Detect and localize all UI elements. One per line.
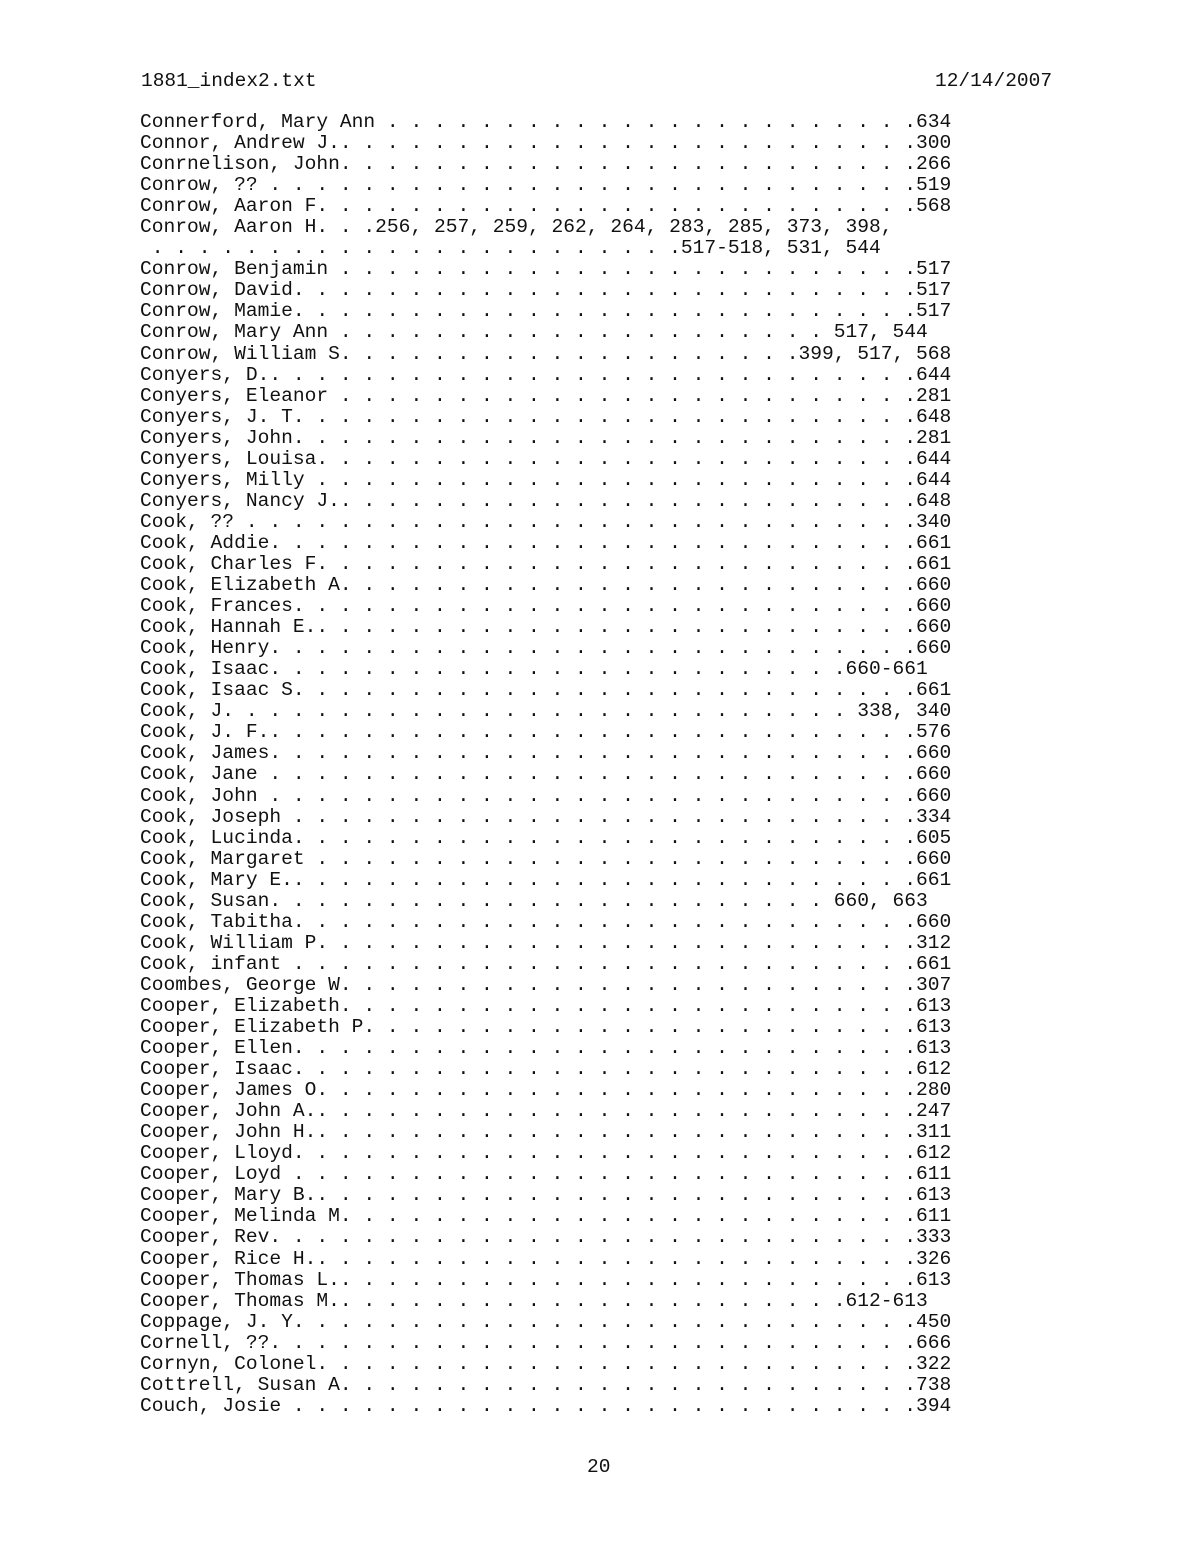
index-entry: Coombes, George W. . . . . . . . . . . . . . . . . . . . . . . . .307 — [140, 973, 952, 996]
index-entry: Cooper, Melinda M. . . . . . . . . . . . . . . . . . . . . . . . .611 — [140, 1205, 952, 1228]
index-entry: Cooper, James O. . . . . . . . . . . . . . . . . . . . . . . . . .280 — [140, 1079, 952, 1102]
index-entry: Cooper, John H.. . . . . . . . . . . . . . . . . . . . . . . . . .311 — [140, 1121, 952, 1144]
index-entry: Conyers, Milly . . . . . . . . . . . . . . . . . . . . . . . . . .644 — [140, 468, 952, 491]
index-entry: Conrow, Mary Ann . . . . . . . . . . . . . . . . . . . . . 517, 544 — [140, 321, 928, 344]
index-entry: Coppage, J. Y. . . . . . . . . . . . . . . . . . . . . . . . . . .450 — [140, 1310, 952, 1333]
index-entry: Cooper, Loyd . . . . . . . . . . . . . . . . . . . . . . . . . . .611 — [140, 1163, 952, 1186]
index-entry: Cook, Frances. . . . . . . . . . . . . . . . . . . . . . . . . . .660 — [140, 595, 952, 618]
index-entry: Conyers, John. . . . . . . . . . . . . . . . . . . . . . . . . . .281 — [140, 426, 952, 449]
index-entry: Cooper, Thomas L.. . . . . . . . . . . . . . . . . . . . . . . . .613 — [140, 1268, 952, 1291]
index-entry: Cook, Elizabeth A. . . . . . . . . . . . . . . . . . . . . . . . .660 — [140, 574, 952, 597]
index-entry: Connor, Andrew J.. . . . . . . . . . . . . . . . . . . . . . . . .300 — [140, 132, 952, 155]
index-entry: Couch, Josie . . . . . . . . . . . . . . . . . . . . . . . . . . .394 — [140, 1394, 952, 1417]
index-entry: Conyers, D.. . . . . . . . . . . . . . . . . . . . . . . . . . . .644 — [140, 363, 952, 386]
index-entry: Cook, infant . . . . . . . . . . . . . . . . . . . . . . . . . . .661 — [140, 952, 952, 975]
index-entry: Cook, William P. . . . . . . . . . . . . . . . . . . . . . . . . .312 — [140, 931, 952, 954]
print-date: 12/14/2007 — [935, 70, 1053, 92]
index-entry: Cook, Isaac S. . . . . . . . . . . . . . . . . . . . . . . . . . .661 — [140, 679, 952, 702]
index-entry: Conrow, Aaron H. . .256, 257, 259, 262, 264, 283, 285, 373, 398, — [140, 216, 893, 239]
index-entry: Cook, Susan. . . . . . . . . . . . . . . . . . . . . . . . 660, 663 — [140, 889, 928, 912]
index-entry: Cooper, Isaac. . . . . . . . . . . . . . . . . . . . . . . . . . .612 — [140, 1058, 952, 1081]
index-entry: Cook, ?? . . . . . . . . . . . . . . . . . . . . . . . . . . . . .340 — [140, 510, 952, 533]
index-entry: Cook, James. . . . . . . . . . . . . . . . . . . . . . . . . . . .660 — [140, 742, 952, 765]
index-entry: Cornell, ??. . . . . . . . . . . . . . . . . . . . . . . . . . . .666 — [140, 1331, 952, 1354]
index-entry: Cook, Joseph . . . . . . . . . . . . . . . . . . . . . . . . . . .334 — [140, 805, 952, 828]
index-entry: Cook, J. . . . . . . . . . . . . . . . . . . . . . . . . . . 338, 340 — [140, 700, 952, 723]
index-entry: Cook, J. F.. . . . . . . . . . . . . . . . . . . . . . . . . . . .576 — [140, 721, 952, 744]
index-entry: Cooper, Lloyd. . . . . . . . . . . . . . . . . . . . . . . . . . .612 — [140, 1142, 952, 1165]
index-entry: Cooper, Ellen. . . . . . . . . . . . . . . . . . . . . . . . . . .613 — [140, 1037, 952, 1060]
index-entry: Conyers, Louisa. . . . . . . . . . . . . . . . . . . . . . . . . .644 — [140, 447, 952, 470]
index-entry: Cooper, Mary B.. . . . . . . . . . . . . . . . . . . . . . . . . .613 — [140, 1184, 952, 1207]
index-entry: Cooper, Rev. . . . . . . . . . . . . . . . . . . . . . . . . . . .333 — [140, 1226, 952, 1249]
index-entry: Cottrell, Susan A. . . . . . . . . . . . . . . . . . . . . . . . .738 — [140, 1373, 952, 1396]
index-entry: Cook, Charles F. . . . . . . . . . . . . . . . . . . . . . . . . .661 — [140, 552, 952, 575]
index-entry: Conrow, ?? . . . . . . . . . . . . . . . . . . . . . . . . . . . .519 — [140, 174, 952, 197]
index-entry: Conyers, Eleanor . . . . . . . . . . . . . . . . . . . . . . . . .281 — [140, 384, 952, 407]
index-entry: Conrow, David. . . . . . . . . . . . . . . . . . . . . . . . . . .517 — [140, 279, 952, 302]
index-entry: Connerford, Mary Ann . . . . . . . . . . . . . . . . . . . . . . .634 — [140, 111, 952, 133]
index-entry: Cornyn, Colonel. . . . . . . . . . . . . . . . . . . . . . . . . .322 — [140, 1352, 952, 1375]
index-entry: Conrnelison, John. . . . . . . . . . . . . . . . . . . . . . . . .266 — [140, 153, 952, 176]
index-entry: Conrow, William S. . . . . . . . . . . . . . . . . . . .399, 517, 568 — [140, 342, 952, 365]
page-number: 20 — [587, 1456, 611, 1478]
index-entry: Cook, Tabitha. . . . . . . . . . . . . . . . . . . . . . . . . . .660 — [140, 910, 952, 933]
file-name: 1881_index2.txt — [141, 70, 317, 92]
index-entry: Conrow, Mamie. . . . . . . . . . . . . . . . . . . . . . . . . . .517 — [140, 300, 952, 323]
index-list — [140, 111, 952, 1417]
index-entry: Cooper, Thomas M.. . . . . . . . . . . . . . . . . . . . . .612-613 — [140, 1289, 928, 1312]
index-entry: Cook, Addie. . . . . . . . . . . . . . . . . . . . . . . . . . . .661 — [140, 531, 952, 554]
index-entry: Cook, John . . . . . . . . . . . . . . . . . . . . . . . . . . . .660 — [140, 784, 952, 807]
index-entry: Conyers, J. T. . . . . . . . . . . . . . . . . . . . . . . . . . .648 — [140, 405, 952, 428]
index-entry: Conyers, Nancy J.. . . . . . . . . . . . . . . . . . . . . . . . .648 — [140, 489, 952, 512]
index-entry: . . . . . . . . . . . . . . . . . . . . . . .517-518, 531, 544 — [140, 237, 881, 260]
index-entry: Cooper, Elizabeth. . . . . . . . . . . . . . . . . . . . . . . . .613 — [140, 994, 952, 1017]
index-entry: Cooper, Elizabeth P. . . . . . . . . . . . . . . . . . . . . . . .613 — [140, 1016, 952, 1039]
index-entry: Conrow, Aaron F. . . . . . . . . . . . . . . . . . . . . . . . . .568 — [140, 195, 952, 218]
index-entry: Cook, Jane . . . . . . . . . . . . . . . . . . . . . . . . . . . .660 — [140, 763, 952, 786]
index-entry: Cook, Hannah E.. . . . . . . . . . . . . . . . . . . . . . . . . .660 — [140, 616, 952, 639]
index-entry: Cook, Henry. . . . . . . . . . . . . . . . . . . . . . . . . . . .660 — [140, 637, 952, 660]
index-entry: Cooper, Rice H.. . . . . . . . . . . . . . . . . . . . . . . . . .326 — [140, 1247, 952, 1270]
index-entry: Cook, Mary E.. . . . . . . . . . . . . . . . . . . . . . . . . . .661 — [140, 868, 952, 891]
index-entry: Cook, Lucinda. . . . . . . . . . . . . . . . . . . . . . . . . . .605 — [140, 826, 952, 849]
index-entry: Conrow, Benjamin . . . . . . . . . . . . . . . . . . . . . . . . .517 — [140, 258, 952, 281]
index-entry: Cook, Isaac. . . . . . . . . . . . . . . . . . . . . . . . .660-661 — [140, 658, 928, 681]
index-entry: Cooper, John A.. . . . . . . . . . . . . . . . . . . . . . . . . .247 — [140, 1100, 952, 1123]
index-entry: Cook, Margaret . . . . . . . . . . . . . . . . . . . . . . . . . .660 — [140, 847, 952, 870]
